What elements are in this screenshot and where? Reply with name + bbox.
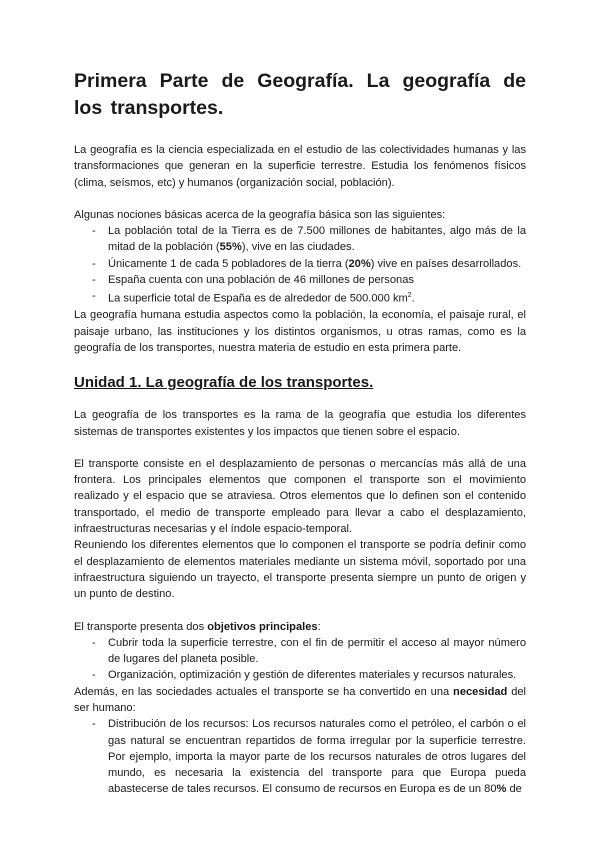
list-item: - España cuenta con una población de 46 millones de personas (108, 272, 526, 288)
nociones-intro: Algunas nociones básicas acerca de la geografía básica son las siguientes: (74, 208, 446, 221)
list-item: - Únicamente 1 de cada 5 pobladores de la tierra (20%) vive en países desarrollados. (108, 256, 526, 272)
list-item: - Cubrir toda la superficie terrestre, con el fin de permitir el acceso al mayor número de lugares del planeta posible. (108, 635, 526, 668)
list-item: - La superficie total de España es de alrededor de 500.000 $km^2$. (108, 288, 526, 307)
nociones-list (74, 223, 526, 307)
list-item: - Organización, optimización y gestión de diferentes materiales y recursos naturales. (108, 667, 526, 683)
document-title: Primera Parte de Geografía. La geografía de los transportes. (74, 70, 526, 119)
necesidad-paragraph: Además, en las sociedades actuales el transporte se ha convertido en una necesidad del ser humano: (74, 685, 527, 714)
transporte-paragraph-1: El transporte consiste en el desplazamiento de personas o mercancías más allá de una frontera. Los principales elementos que componen el transporte son el movimiento realizado y el espacio que se atraviesa. Otros elementos que lo definen son el contenido transportado, el medio de transporte empleado para llevar a cabo el desplazamiento, infraestructuras necesarias y el índole espacio-temporal. (74, 457, 526, 536)
objetivos-intro: El transporte presenta dos objetivos principales: (74, 620, 321, 633)
list-item: - La población total de la Tierra es de 7.500 millones de habitantes, algo más de la mitad de la población (55%), vive en las ciudades. (108, 223, 526, 256)
unit-heading: Unidad 1. La geografía de los transportes. (74, 374, 374, 392)
intro-paragraph: La geografía es la ciencia especializada en el estudio de las colectividades humanas y las transformaciones que generan en la superficie terrestre. Estudia los fenómenos físicos (clima, seísmos, etc) y humanos (organización social, población). (74, 144, 526, 189)
objetivos-list (74, 635, 526, 684)
humana-paragraph: La geografía humana estudia aspectos como la población, la economía, el paisaje rural, el paisaje urbano, las instituciones y los distintos organismos, u otras ramas, como es la geografía de los transportes, nuestra materia de estudio en esta primera parte. (74, 309, 526, 354)
unit-paragraph: La geografía de los transportes es la rama de la geografía que estudia los diferentes sistemas de transportes existentes y los impactos que tienen sobre el espacio. (74, 409, 526, 438)
transporte-paragraph-2: Reuniendo los diferentes elementos que lo componen el transporte se podría definir como el desplazamiento de elementos materiales mediante un sistema móvil, soportado por una infraestructura siguiendo un trayecto, el transporte presenta siempre un punto de origen y un punto de destino. (74, 539, 526, 601)
necesidades-list (74, 716, 526, 797)
list-item: - Distribución de los recursos: Los recursos naturales como el petróleo, el carbón o el gas natural se encuentran repartidos de forma irregular por la superficie terrestre. Por ejemplo, importa la mayor parte de los recursos naturales de otros lugares del mundo, es necesaria la existencia del transporte para que Europa pueda abastecerse de tales recursos. El consumo de recursos en Europa es de un 80% de (108, 716, 526, 797)
